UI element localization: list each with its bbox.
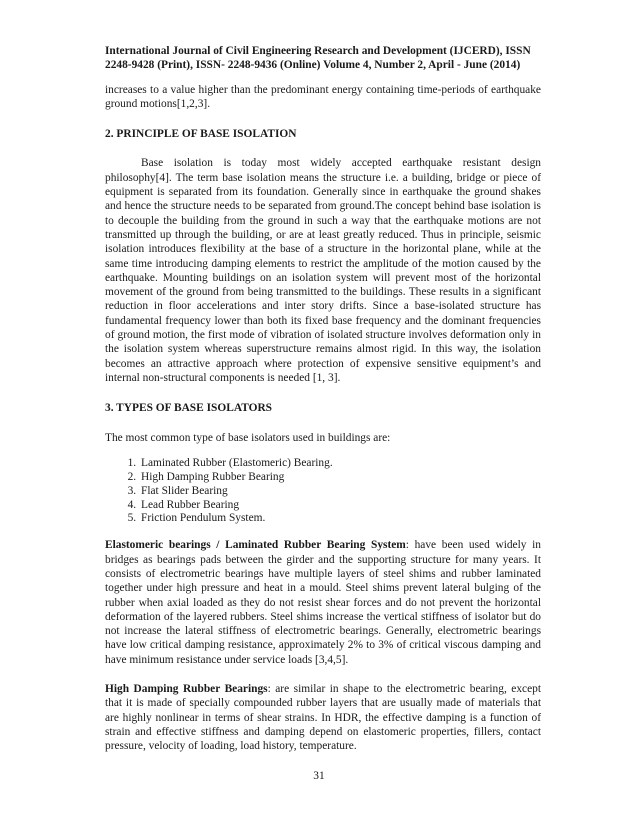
list-item: 4. Lead Rubber Bearing [139, 499, 541, 513]
section-3-heading: 3. TYPES OF BASE ISOLATORS [105, 402, 273, 415]
page-body [105, 44, 541, 754]
elastomeric-text: : have been used widely in bridges as bearings pads between the girder and the supporting structure for many years. It consists of electrometric bearings have multiple layers of steel shims and rubber laminated together under high pressure and heat in a mould. Steel shims prevent lateral bulging of the rubber when axial loaded as they do not resist shear forces and do not prevent the horizontal deformation of the layered rubbers. Steel shims increase the vertical stiffness of isolator but do not increase the lateral stiffness of electrometric bearings. Generally, electrometric bearings have low critical damping resistance, approximately 2% to 3% of critical viscous damping and have minimum resistance under service loads [3,4,5]. [105, 539, 541, 666]
page-number: 31 [313, 770, 325, 782]
journal-header: International Journal of Civil Engineering Research and Development (IJCERD), ISSN 2248-9428 (Print), ISSN- 2248-9436 (Online) Volume 4, Number 2, April - June (2014) [105, 45, 531, 72]
hdr-term: High Damping Rubber Bearings [105, 683, 268, 696]
section-3-intro: The most common type of base isolators used in buildings are: [105, 431, 391, 444]
list-item: 3. Flat Slider Bearing [139, 485, 541, 499]
hdr-paragraph [105, 682, 541, 753]
list-item: 1. Laminated Rubber (Elastomeric) Bearing. [139, 457, 541, 471]
section-2-paragraph: Base isolation is today most widely accepted earthquake resistant design philosophy[4]. The term base isolation means the structure i.e. a building, bridge or piece of equipment is separated from its foundation. Generally since in earthquake the ground shakes and hence the structure needs to be separated from ground.The concept behind base isolation is to decouple the building from the ground in such a way that the earthquake motions are not transmitted up through the building, or are at least greatly reduced. Thus in principle, seismic isolation introduces flexibility at the base of a structure in the horizontal plane, while at the same time introducing damping elements to restrict the amplitude of the motion caused by the earthquake. Mounting buildings on an isolation system will prevent most of the horizontal movement of the ground from being transmitted to the buildings. These results in a significant reduction in floor accelerations and inter story drifts. Since a base-isolated structure has fundamental frequency lower than both its fixed base frequency and the dominant frequencies of ground motion, the first mode of vibration of isolated structure involves deformation only in the isolation system whereas superstructure remains almost rigid. In this way, the isolation becomes an attractive approach where protection of expensive sensitive equipment’s and internal non-structural components is needed [1, 3]. [105, 157, 541, 384]
isolator-types-list [105, 457, 541, 527]
hdr-text: : are similar in shape to the electrometric bearing, except that it is made of specially compounded rubber layers that are usually made of materials that are highly nonlinear in terms of shear strains. In HDR, the effective damping is a function of strain and effective stiffness and damping depend on elastomeric properties, fillers, contact pressure, velocity of loading, load history, temperature. [105, 683, 541, 753]
list-item: 2. High Damping Rubber Bearing [139, 471, 541, 485]
list-item: 5. Friction Pendulum System. [139, 512, 541, 526]
elastomeric-term: Elastomeric bearings / Laminated Rubber Bearing System [105, 539, 406, 552]
elastomeric-paragraph [105, 538, 541, 667]
intro-paragraph: increases to a value higher than the predominant energy containing time-periods of earthquake ground motions[1,2,3]. [105, 83, 541, 110]
section-2-heading: 2. PRINCIPLE OF BASE ISOLATION [105, 128, 297, 141]
